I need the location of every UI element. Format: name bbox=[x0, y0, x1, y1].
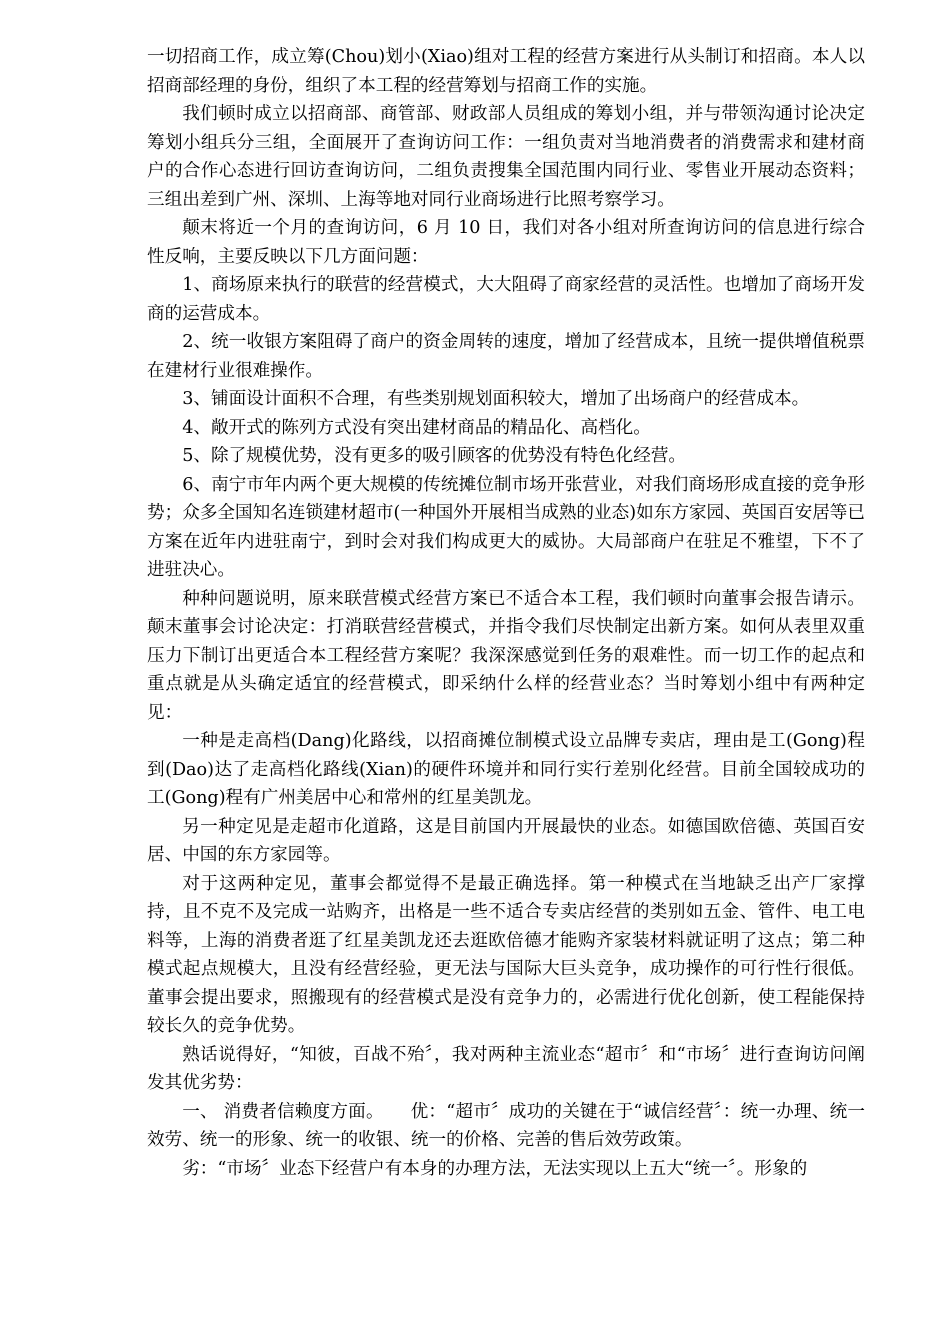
issue-item-3: 3、铺面设计面积不合理，有些类别规划面积较大，增加了出场商户的经营成本。 bbox=[182, 389, 810, 409]
issue-item-4: 4、敞开式的陈列方式没有突出建材商品的精品化、高档化。 bbox=[182, 417, 651, 438]
paragraph-option-high-end: 一种是走高档(Dang)化路线，以招商摊位制模式设立品牌专卖店，理由是工(Gong)程到(Dao)达了走高档化路线(Xian)的硬件环境并和同行实行差别化经营。目前全国较成功的工(Gong)程有广州美居中心和常州的红星美凯龙。 bbox=[147, 731, 865, 808]
paragraph-3: 颠末将近一个月的查询访问，6 月 10 日，我们对各小组对所查询访问的信息进行综合性反响，主要反映以下几方面问题： bbox=[147, 218, 865, 267]
paragraph-2: 我们顿时成立以招商部、商管部、财政部人员组成的筹划小组，并与带领沟通讨论决定筹划小组兵分三组，全面展开了查询访问工作：一组负责对当地消费者的消费需求和建材商户的合作心态进行回访查询访问，二组负责搜集全国范围内同行业、零售业开展动态资料；三组出差到广州、深圳、上海等地对同行业商场进行比照考察学习。 bbox=[147, 104, 865, 210]
issue-item-6: 6、南宁市年内两个更大规模的传统摊位制市场开张营业，对我们商场形成直接的竞争形势；众多全国知名连锁建材超市(一种国外开展相当成熟的业态)如东方家园、英国百安居等已方案在近年内进驻南宁，到时会对我们构成更大的威协。大局部商户在驻足不雅望，下不了进驻决心。 bbox=[147, 474, 865, 580]
paragraph-1: 一切招商工作，成立筹(Chou)划小(Xiao)组对工程的经营方案进行从头制订和招商。本人以招商部经理的身份，组织了本工程的经营筹划与招商工作的实施。 bbox=[147, 47, 865, 96]
paragraph-trust-disadvantage: 劣：“市场〞业态下经营户有本身的办理方法，无法实现以上五大“统一〞。形象的 bbox=[182, 1158, 808, 1179]
document-page bbox=[147, 43, 865, 1183]
issue-item-1: 1、商场原来执行的联营的经营模式，大大阻碍了商家经营的灵活性。也增加了商场开发商的运营成本。 bbox=[147, 275, 865, 324]
paragraph-analysis-intro: 熟话说得好，“知彼，百战不殆〞，我对两种主流业态“超市〞和“市场〞进行查询访问阐发其优劣势： bbox=[147, 1044, 865, 1093]
paragraph-option-supermarket: 另一种定见是走超市化道路，这是目前国内开展最快的业态。如德国欧倍德、英国百安居、中国的东方家园等。 bbox=[147, 816, 865, 865]
issue-item-2: 2、统一收银方案阻碍了商户的资金周转的速度，增加了经营成本，且统一提供增值税票在建材行业很难操作。 bbox=[147, 332, 865, 381]
paragraph-trust-advantage: 一、 消费者信赖度方面。 优：“超市〞成功的关键在于“诚信经营〞：统一办理、统一效劳、统一的形象、统一的收银、统一的价格、完善的售后效劳政策。 bbox=[147, 1101, 865, 1150]
paragraph-problems-summary: 种种问题说明，原来联营模式经营方案已不适合本工程，我们顿时向董事会报告请示。颠末董事会讨论决定：打消联营经营模式，并指令我们尽快制定出新方案。如何从表里双重压力下制订出更适合本工程经营方案呢？我深深感觉到任务的艰难性。而一切工作的起点和重点就是从头确定适宜的经营模式，即采纳什么样的经营业态？当时筹划小组中有两种定见： bbox=[147, 588, 865, 723]
paragraph-board-evaluation: 对于这两种定见，董事会都觉得不是最正确选择。第一种模式在当地缺乏出产厂家撑持，且不克不及完成一站购齐，出格是一些不适合专卖店经营的类别如五金、管件、电工电料等，上海的消费者逛了红星美凯龙还去逛欧倍德才能购齐家装材料就证明了这点；第二种模式起点规模大，且没有经营经验，更无法与国际大巨头竞争，成功操作的可行性行很低。董事会提出要求，照搬现有的经营模式是没有竞争力的，必需进行优化创新，使工程能保持较长久的竞争优势。 bbox=[147, 873, 865, 1036]
issue-item-5: 5、除了规模优势，没有更多的吸引顾客的优势没有特色化经营。 bbox=[182, 446, 687, 466]
